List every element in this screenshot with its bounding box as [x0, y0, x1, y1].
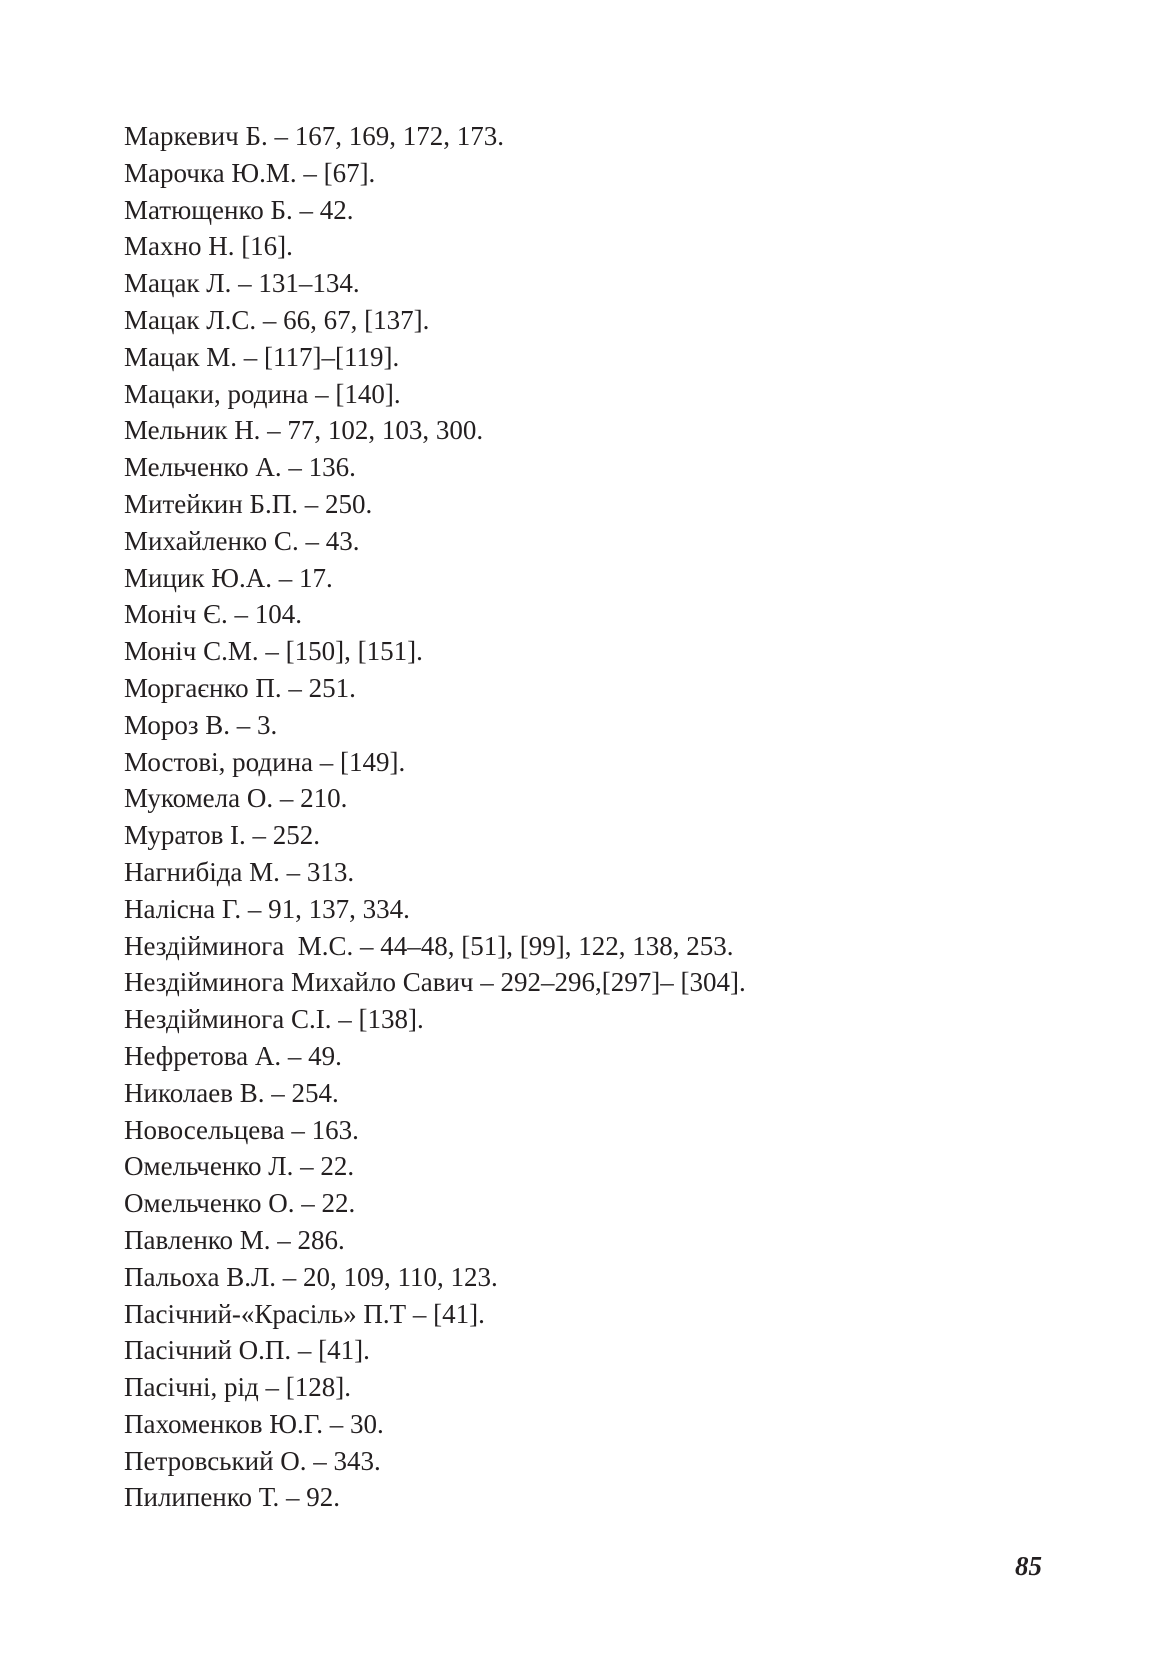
index-entry: Мороз В. – 3.: [124, 709, 278, 740]
index-entry: Нездійминога С.І. – [138].: [124, 1004, 424, 1035]
index-entry: Нездійминога Михайло Савич – 292–296,[297]– [304].: [124, 967, 746, 998]
index-entry: Моніч С.М. – [150], [151].: [124, 636, 423, 667]
index-entry: Маркевич Б. – 167, 169, 172, 173.: [124, 121, 504, 151]
index-entry: Петровський О. – 343.: [124, 1445, 381, 1476]
index-entry: Николаев В. – 254.: [124, 1077, 339, 1108]
index-entry: Павленко М. – 286.: [124, 1224, 345, 1255]
index-entry: Мацак Л. – 131–134.: [124, 268, 360, 299]
index-entry: Михайленко С. – 43.: [124, 525, 360, 556]
index-entry: Нефретова А. – 49.: [124, 1040, 342, 1071]
index-entry: Мацак М. – [117]–[119].: [124, 341, 400, 372]
index-entry: Нездійминога М.С. – 44–48, [51], [99], 122, 138, 253.: [124, 930, 734, 961]
index-entry: Мукомела О. – 210.: [124, 783, 348, 814]
index-entry: Матющенко Б. – 42.: [124, 194, 354, 225]
index-entry: Митейкин Б.П. – 250.: [124, 488, 373, 519]
index-entry: Мельченко А. – 136.: [124, 452, 356, 483]
page-number: 85: [1015, 1551, 1042, 1581]
index-entry: Моргаєнко П. – 251.: [124, 672, 356, 703]
index-entry: Пасічні, рід – [128].: [124, 1372, 351, 1403]
index-entry: Пальоха В.Л. – 20, 109, 110, 123.: [124, 1261, 498, 1292]
index-entry: Пасічний-«Красіль» П.Т – [41].: [124, 1298, 485, 1329]
index-entry: Пасічний О.П. – [41].: [124, 1335, 370, 1366]
index-entry: Омельченко Л. – 22.: [124, 1151, 355, 1182]
index-entry: Махно Н. [16].: [124, 231, 293, 262]
index-entry: Марочка Ю.М. – [67].: [124, 157, 376, 188]
index-entry: Мостові, родина – [149].: [124, 746, 406, 777]
index-entry: Пахоменков Ю.Г. – 30.: [124, 1408, 384, 1439]
index-entry: Налісна Г. – 91, 137, 334.: [124, 893, 410, 924]
index-entry: Мицик Ю.А. – 17.: [124, 562, 333, 593]
index-entry: Муратов І. – 252.: [124, 820, 321, 851]
index-entry: Пилипенко Т. – 92.: [124, 1482, 341, 1513]
index-entry: Мельник Н. – 77, 102, 103, 300.: [124, 415, 484, 446]
name-index-list: [124, 118, 746, 1516]
index-entry: Омельченко О. – 22.: [124, 1188, 356, 1219]
index-entry: Мацаки, родина – [140].: [124, 378, 401, 409]
index-entry: Мацак Л.С. – 66, 67, [137].: [124, 304, 430, 335]
index-entry: Нагнибіда М. – 313.: [124, 856, 355, 887]
index-entry: Новосельцева – 163.: [124, 1114, 359, 1145]
index-entry: Моніч Є. – 104.: [124, 599, 302, 630]
